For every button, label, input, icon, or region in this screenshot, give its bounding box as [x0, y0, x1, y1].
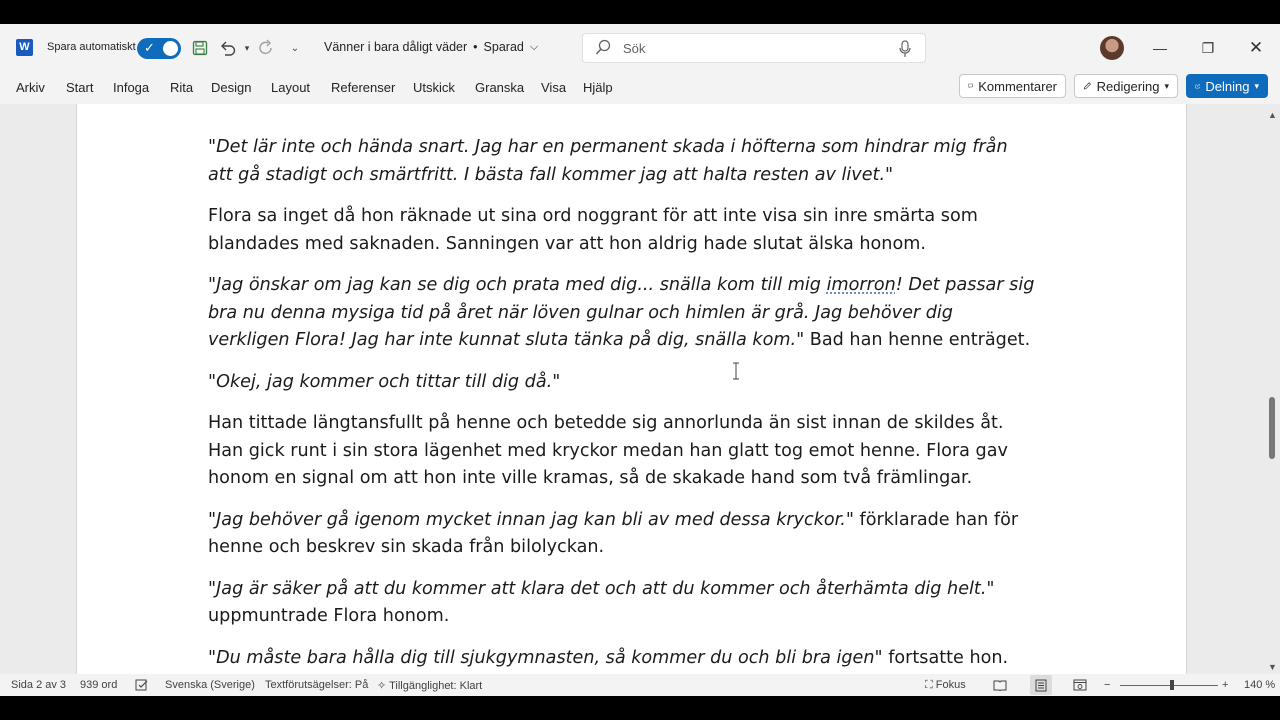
restore-icon[interactable]: ❐ [1201, 40, 1215, 56]
tab-referenser[interactable]: Referenser [331, 80, 396, 95]
tab-utskick[interactable]: Utskick [413, 80, 455, 95]
status-bar [0, 674, 1280, 696]
paragraph [208, 576, 1068, 631]
search-box[interactable] [582, 33, 926, 63]
zoom-slider[interactable] [1120, 685, 1218, 686]
text-line: Han tittade längtansfullt på henne och betedde sig annorlunda än sist innan de skildes åt. [208, 413, 1004, 433]
tab-arkiv[interactable]: Arkiv [16, 80, 45, 95]
chevron-down-icon: ▾ [1164, 80, 1169, 91]
paragraph [208, 369, 1068, 397]
document-area [0, 104, 1280, 674]
paragraph [208, 203, 1068, 258]
text-run: "Jag är säker på att du kommer att klara det och att du kommer och återhämta dig helt. [208, 578, 987, 599]
text-line: honom en signal om att hon inte ville kramas, så de skakade hand som två främlingar. [208, 468, 973, 488]
scroll-up-icon[interactable]: ▲ [1268, 110, 1277, 120]
paragraph [208, 272, 1068, 355]
autosave-toggle[interactable] [137, 38, 181, 59]
chevron-down-icon: ⌵ [529, 40, 539, 53]
paragraph [208, 645, 1068, 673]
document-status: Sparad [483, 40, 524, 54]
save-icon[interactable] [189, 37, 211, 59]
tab-rita[interactable]: Rita [170, 80, 194, 95]
share-icon [1195, 79, 1200, 93]
language-indicator[interactable]: Svenska (Sverige) [165, 679, 255, 691]
text-run: "Jag behöver gå igenom mycket innan jag kan bli av med dessa kryckor." [208, 509, 854, 530]
text-line: "Okej, jag kommer och tittar till dig då." [208, 371, 561, 392]
toggle-knob [163, 41, 178, 56]
paragraph [208, 410, 1068, 493]
minimize-icon[interactable]: — [1153, 40, 1167, 56]
proofing-icon[interactable] [135, 679, 149, 694]
text-run: " [986, 578, 995, 599]
avatar[interactable] [1100, 36, 1124, 60]
document-body[interactable] [208, 134, 1068, 674]
text-run: "Jag önskar om jag kan se dig och prata med dig... snälla kom till mig [208, 275, 827, 295]
document-page[interactable] [76, 104, 1187, 674]
text-line: Han gick runt i sin stora lägenhet med kryckor medan han glatt tog emot henne. Flora gav [208, 440, 1008, 461]
comments-button[interactable] [959, 74, 1066, 98]
zoom-level[interactable]: 140 % [1244, 679, 1276, 691]
spelling-flagged-word[interactable]: imorron [826, 275, 896, 295]
print-layout-icon[interactable] [1030, 675, 1052, 695]
tab-granska[interactable]: Granska [475, 80, 525, 95]
accessibility-label: Tillgänglighet: Klart [389, 680, 483, 692]
word-count[interactable]: 939 ord [80, 679, 118, 691]
customize-qat-icon[interactable]: ⌄ [290, 42, 300, 54]
text-run: " fortsatte hon. [874, 647, 1009, 668]
text-run: verkligen Flora! Jag har inte kunnat sluta tänka på dig, snälla kom. [208, 330, 797, 350]
focus-icon: ⛶ [925, 679, 933, 691]
text-run: ! Det passar sig [895, 275, 1035, 295]
accessibility-status[interactable] [377, 679, 482, 692]
read-mode-icon[interactable] [993, 679, 1007, 694]
focus-label: Fokus [935, 679, 966, 691]
text-predictions-status[interactable]: Textförutsägelser: På [265, 679, 369, 691]
text-line: uppmuntrade Flora honom. [208, 606, 450, 626]
tab-design[interactable]: Design [211, 80, 252, 95]
text-line: bra nu denna mysiga tid på året när löven gulnar och himlen är grå. Jag behöver dig [208, 302, 953, 323]
document-name: Vänner i bara dåligt väder [324, 40, 468, 54]
page-indicator[interactable]: Sida 2 av 3 [11, 679, 67, 691]
web-layout-icon[interactable] [1073, 679, 1087, 694]
comments-label: Kommentarer [978, 78, 1057, 94]
paragraph [208, 507, 1068, 562]
text-run: " Bad han henne enträget. [796, 330, 1031, 350]
share-label: Delning [1205, 78, 1250, 94]
autosave-label: Spara automatiskt [47, 41, 136, 53]
comment-icon [968, 79, 973, 93]
zoom-in-icon[interactable]: + [1222, 679, 1229, 691]
close-icon[interactable]: ✕ [1248, 38, 1264, 57]
zoom-out-icon[interactable]: − [1104, 679, 1111, 691]
editing-mode-button[interactable] [1074, 74, 1178, 98]
search-icon [595, 39, 611, 57]
document-title[interactable] [324, 40, 538, 54]
scroll-down-icon[interactable]: ▼ [1268, 662, 1277, 672]
tab-layout[interactable]: Layout [271, 80, 311, 95]
zoom-slider-thumb[interactable] [1170, 680, 1174, 690]
text-line: henne och beskrev sin skada från bilolyckan. [208, 537, 605, 557]
scrollbar-thumb[interactable] [1269, 397, 1275, 459]
title-separator: • [473, 40, 478, 54]
text-line: blandades med saknaden. Sanningen var att hon aldrig hade slutat älska honom. [208, 233, 926, 254]
share-button[interactable] [1186, 74, 1268, 98]
text-line: att gå stadigt och smärtfritt. I bästa fall kommer jag att halta resten av livet." [208, 164, 894, 185]
vertical-scrollbar[interactable] [1264, 104, 1280, 674]
focus-button[interactable] [925, 679, 966, 692]
text-run: förklarade han för [853, 509, 1019, 530]
tab-visa[interactable]: Visa [541, 80, 567, 95]
undo-dropdown-icon[interactable]: ▾ [244, 42, 250, 53]
redo-icon[interactable] [255, 37, 277, 59]
text-line: "Det lär inte och hända snart. Jag har en permanent skada i höfterna som hindrar mig från [208, 137, 1008, 157]
tab-infoga[interactable]: Infoga [113, 80, 150, 95]
ribbon-tabs [0, 72, 1280, 104]
word-window [0, 24, 1280, 696]
text-cursor-icon [732, 362, 740, 380]
text-line: Flora sa inget då hon räknade ut sina ord noggrant för att inte visa sin inre smärta som [208, 206, 978, 226]
tab-start[interactable]: Start [66, 80, 94, 95]
tab-hjalp[interactable]: Hjälp [583, 80, 613, 95]
paragraph [208, 134, 1068, 189]
search-placeholder: Sök [623, 41, 646, 56]
pencil-icon [1083, 79, 1092, 93]
microphone-icon[interactable] [899, 40, 911, 58]
check-icon: ✓ [144, 40, 155, 55]
text-run: "Du måste bara hålla dig till sjukgymnasten, så kommer du och bli bra igen [208, 647, 875, 668]
accessibility-icon: ✧ [377, 680, 387, 692]
word-logo-icon: W [16, 39, 33, 56]
editing-label: Redigering [1096, 78, 1160, 94]
chevron-down-icon: ▾ [1254, 80, 1259, 91]
title-bar [0, 24, 1280, 72]
